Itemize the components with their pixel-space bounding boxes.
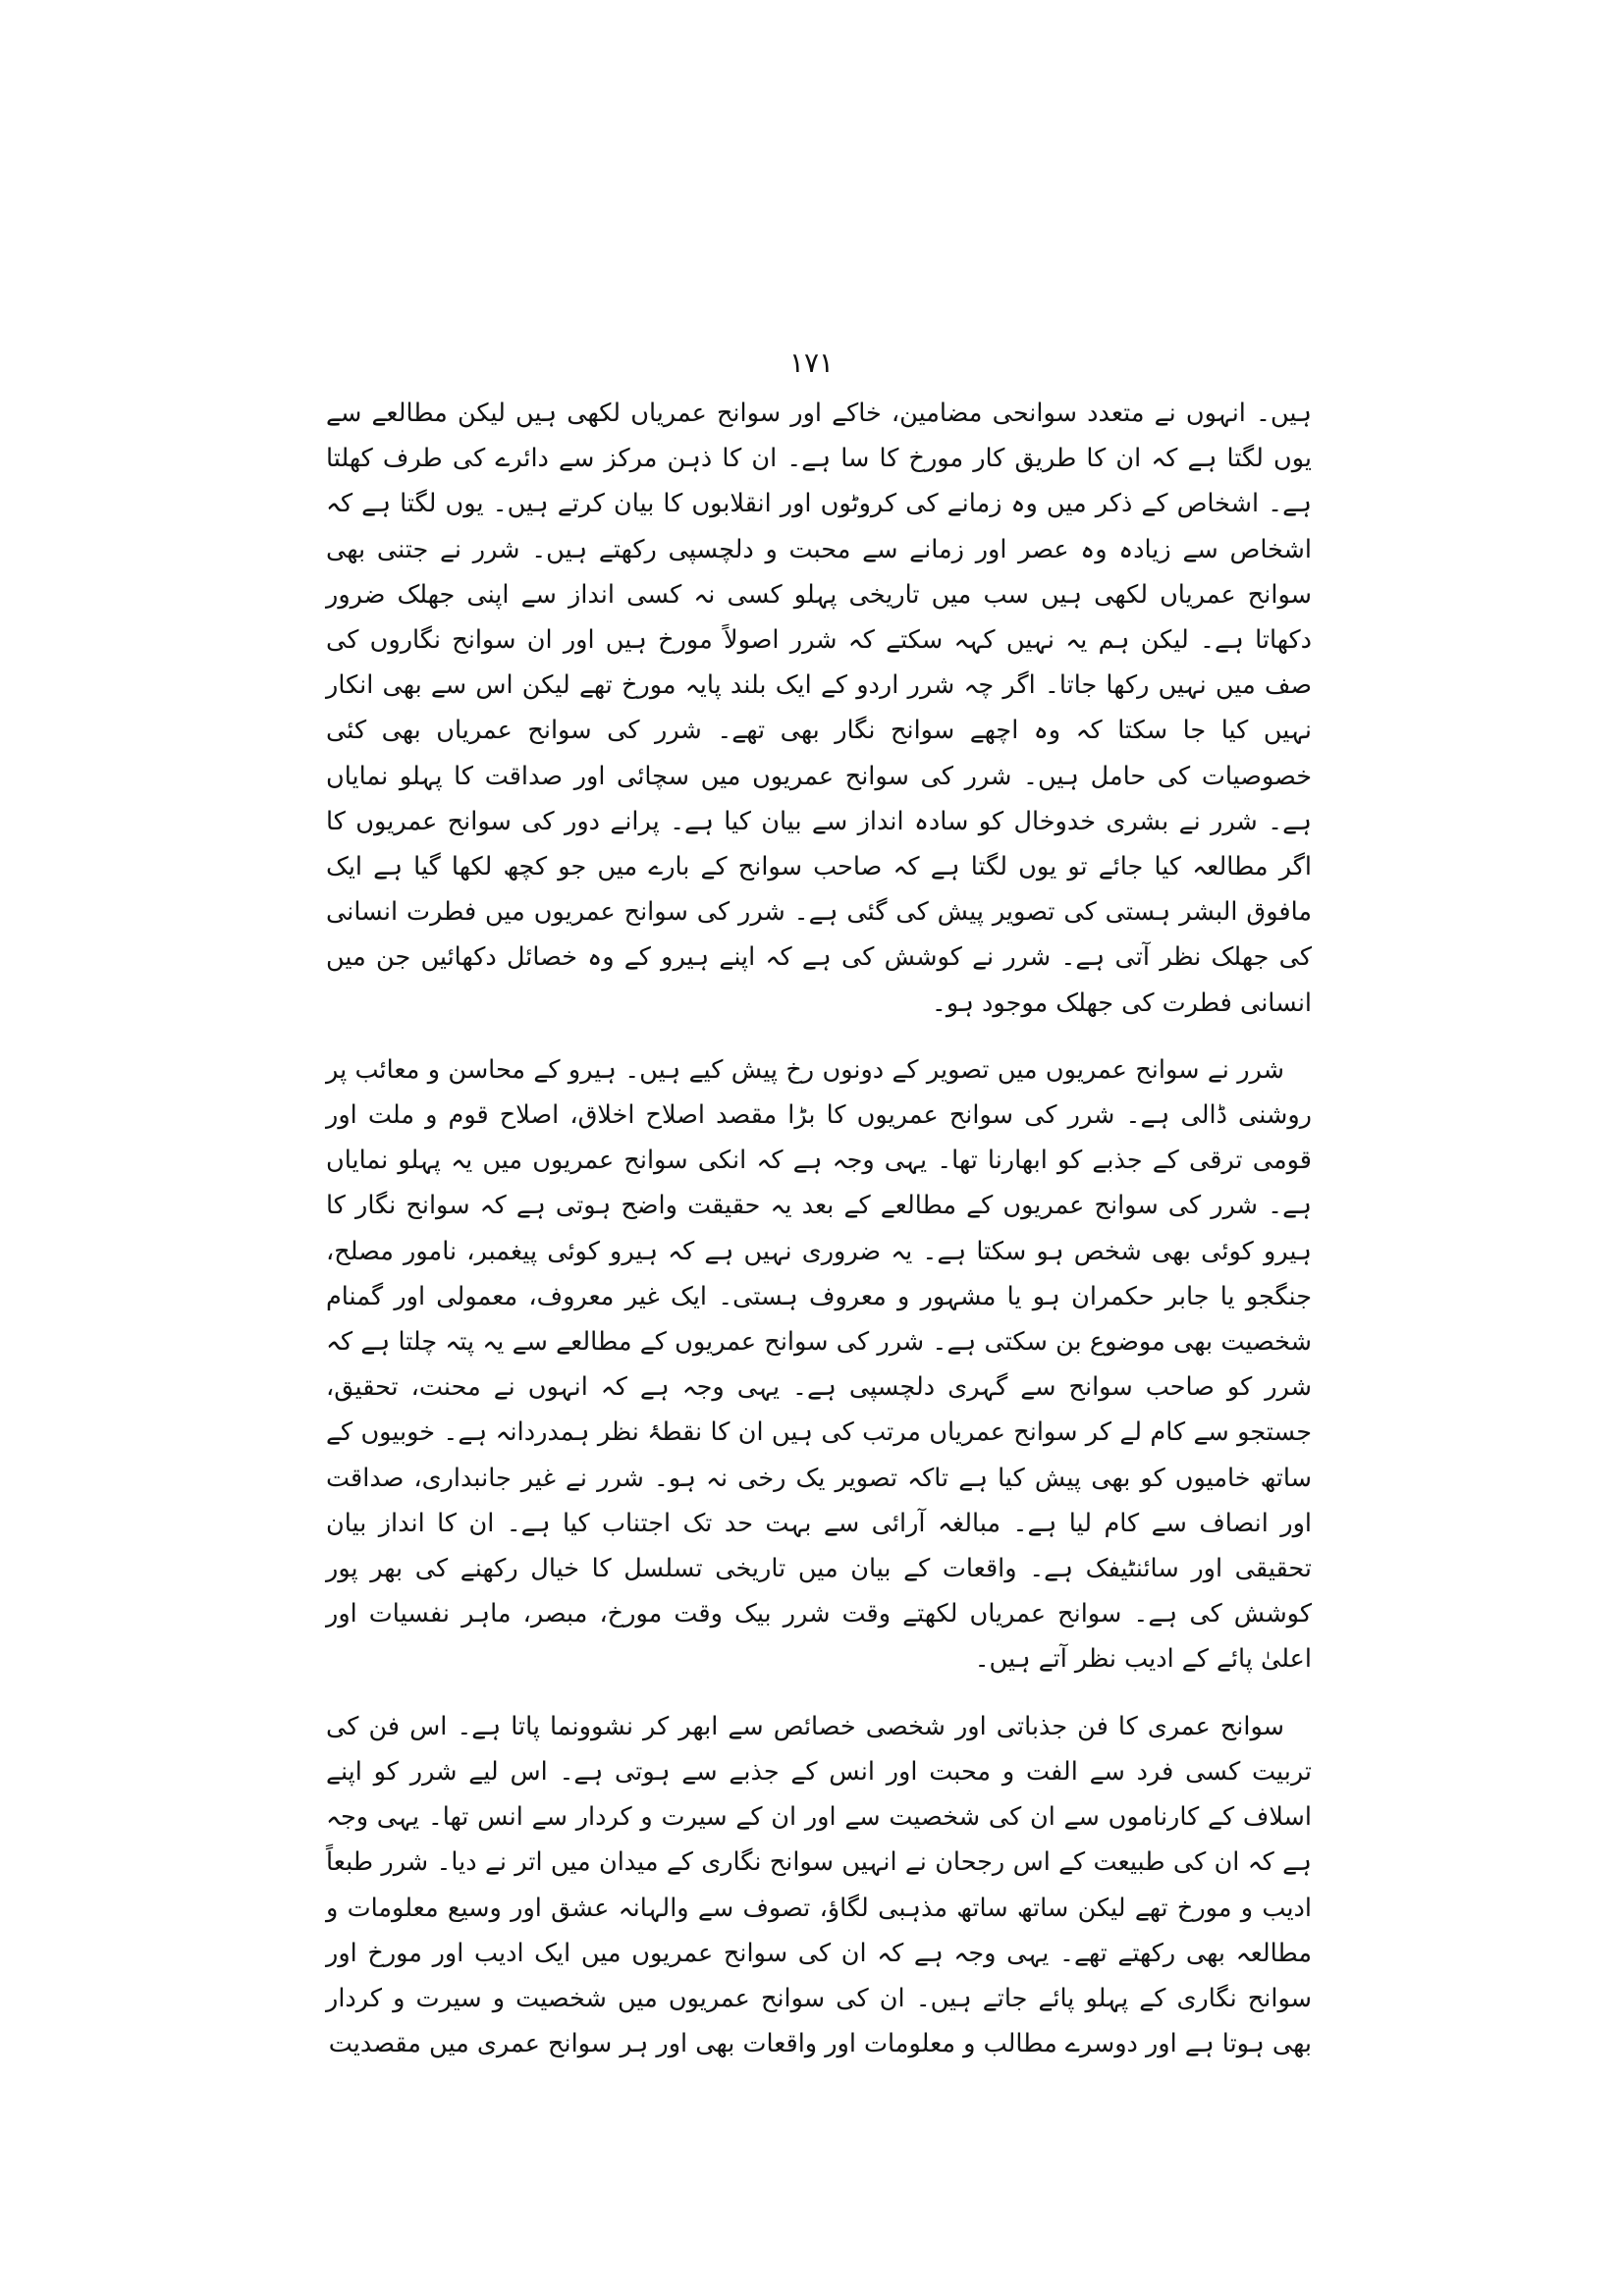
paragraph-1: ہیں۔ انہوں نے متعدد سوانحی مضامین، خاکے اور سوانح عمریاں لکھی ہیں لیکن مطالعے سے یوں لگتا ہے کہ ان کا طریق کار مورخ کا سا ہے۔ ان کا ذہن مرکز سے دائرے کی طرف کھلتا ہے۔ اشخاص کے ذکر میں وہ زمانے کی کروٹوں اور انقلابوں کا بیان کرتے ہیں۔ یوں لگتا ہے کہ اشخاص سے زیادہ وہ عصر اور زمانے سے محبت و دلچسپی رکھتے ہیں۔ شرر نے جتنی بھی سوانح عمریاں لکھی ہیں سب میں تاریخی پہلو کسی نہ کسی انداز سے اپنی جھلک ضرور دکھاتا ہے۔ لیکن ہم یہ نہیں کہہ سکتے کہ شرر اصولاً مورخ ہیں اور ان سوانح نگاروں کی صف میں نہیں رکھا جاتا۔ اگر چہ شرر اردو کے ایک بلند پایہ مورخ تھے لیکن اس سے بھی انکار نہیں کیا جا سکتا کہ وہ اچھے سوانح نگار بھی تھے۔ شرر کی سوانح عمریاں بھی کئی خصوصیات کی حامل ہیں۔ شرر کی سوانح عمریوں میں سچائی اور صداقت کا پہلو نمایاں ہے۔ شرر نے بشری خدوخال کو سادہ انداز سے بیان کیا ہے۔ پرانے دور کی سوانح عمریوں کا اگر مطالعہ کیا جائے تو یوں لگتا ہے کہ صاحب سوانح کے بارے میں جو کچھ لکھا گیا ہے ایک مافوق البشر ہستی کی تصویر پیش کی گئی ہے۔ شرر کی سوانح عمریوں میں فطرت انسانی کی جھلک نظر آتی ہے۔ شرر نے کوشش کی ہے کہ اپنے ہیرو کے وہ خصائل دکھائیں جن میں انسانی فطرت کی جھلک موجود ہو۔ (326, 399, 1312, 1018)
body-text (326, 391, 1312, 2066)
paragraph-3: سوانح عمری کا فن جذباتی اور شخصی خصائص سے ابھر کر نشوونما پاتا ہے۔ اس فن کی تربیت کسی فرد سے الفت و محبت اور انس کے جذبے سے ہوتی ہے۔ اس لیے شرر کو اپنے اسلاف کے کارناموں سے ان کی شخصیت سے اور ان کے سیرت و کردار سے انس تھا۔ یہی وجہ ہے کہ ان کی طبیعت کے اس رجحان نے انہیں سوانح نگاری کے میدان میں اتر نے دیا۔ شرر طبعاً ادیب و مورخ تھے لیکن ساتھ ساتھ مذہبی لگاؤ، تصوف سے والہانہ عشق اور وسیع معلومات و مطالعہ بھی رکھتے تھے۔ یہی وجہ ہے کہ ان کی سوانح عمریوں میں ایک ادیب اور مورخ اور سوانح نگاری کے پہلو پائے جاتے ہیں۔ ان کی سوانح عمریوں میں شخصیت و سیرت و کردار بھی ہوتا ہے اور دوسرے مطالب و معلومات اور واقعات بھی اور ہر سوانح عمری میں مقصدیت (326, 1711, 1312, 2059)
page-number: ۱۷۱ (788, 347, 835, 379)
paragraph-2: شرر نے سوانح عمریوں میں تصویر کے دونوں رخ پیش کیے ہیں۔ ہیرو کے محاسن و معائب پر روشنی ڈالی ہے۔ شرر کی سوانح عمریوں کا بڑا مقصد اصلاح اخلاق، اصلاح قوم و ملت اور قومی ترقی کے جذبے کو ابھارنا تھا۔ یہی وجہ ہے کہ انکی سوانح عمریوں میں یہ پہلو نمایاں ہے۔ شرر کی سوانح عمریوں کے مطالعے کے بعد یہ حقیقت واضح ہوتی ہے کہ سوانح نگار کا ہیرو کوئی بھی شخص ہو سکتا ہے۔ یہ ضروری نہیں ہے کہ ہیرو کوئی پیغمبر، نامور مصلح، جنگجو یا جابر حکمران ہو یا مشہور و معروف ہستی۔ ایک غیر معروف، معمولی اور گمنام شخصیت بھی موضوع بن سکتی ہے۔ شرر کی سوانح عمریوں کے مطالعے سے یہ پتہ چلتا ہے کہ شرر کو صاحب سوانح سے گہری دلچسپی ہے۔ یہی وجہ ہے کہ انہوں نے محنت، تحقیق، جستجو سے کام لے کر سوانح عمریاں مرتب کی ہیں ان کا نقطۂ نظر ہمدردانہ ہے۔ خوبیوں کے ساتھ خامیوں کو بھی پیش کیا ہے تاکہ تصویر یک رخی نہ ہو۔ شرر نے غیر جانبداری، صداقت اور انصاف سے کام لیا ہے۔ مبالغہ آرائی سے بہت حد تک اجتناب کیا ہے۔ ان کا انداز بیان تحقیقی اور سائنٹیفک ہے۔ واقعات کے بیان میں تاریخی تسلسل کا خیال رکھنے کی بھر پور کوشش کی ہے۔ سوانح عمریاں لکھتے وقت شرر بیک وقت مورخ، مبصر، ماہر نفسیات اور اعلیٰ پائے کے ادیب نظر آتے ہیں۔ (326, 1054, 1312, 1675)
